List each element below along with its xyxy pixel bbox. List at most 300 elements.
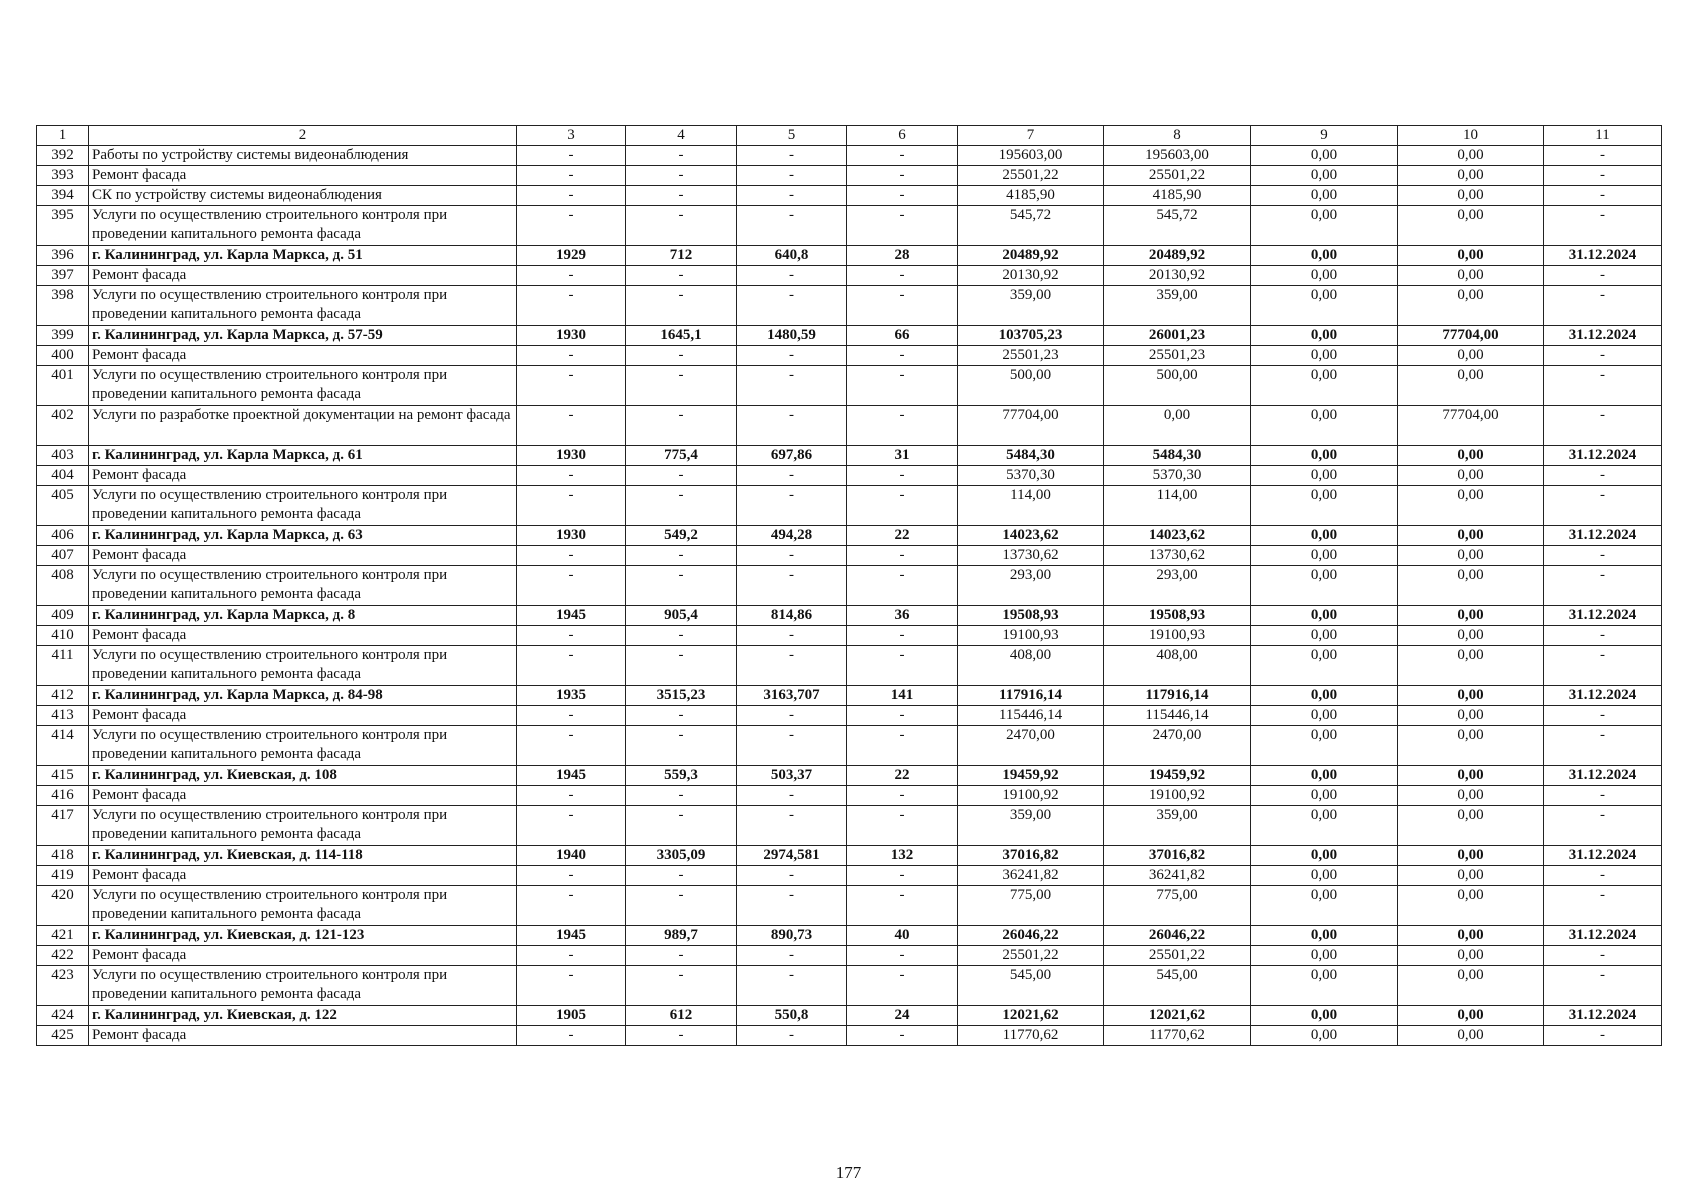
description-cell: Ремонт фасада — [89, 786, 517, 806]
address-row — [37, 686, 1662, 706]
row-number-cell: 410 — [37, 626, 89, 646]
row-number-cell: 415 — [37, 766, 89, 786]
value-cell: 25501,22 — [958, 946, 1104, 966]
value-cell: 12021,62 — [1104, 1006, 1251, 1026]
row-number-cell: 419 — [37, 866, 89, 886]
value-cell: 0,00 — [1251, 646, 1398, 686]
value-cell: 814,86 — [737, 606, 847, 626]
value-cell: - — [626, 206, 737, 246]
value-cell: 0,00 — [1251, 546, 1398, 566]
table-row — [37, 366, 1662, 406]
value-cell: 36 — [847, 606, 958, 626]
value-cell: 545,00 — [958, 966, 1104, 1006]
value-cell: 37016,82 — [958, 846, 1104, 866]
value-cell: 612 — [626, 1006, 737, 1026]
description-cell: Ремонт фасада — [89, 466, 517, 486]
row-number-cell: 417 — [37, 806, 89, 846]
value-cell: 20130,92 — [958, 266, 1104, 286]
value-cell: 13730,62 — [1104, 546, 1251, 566]
value-cell: - — [847, 626, 958, 646]
row-number-cell: 425 — [37, 1026, 89, 1046]
value-cell: 5484,30 — [1104, 446, 1251, 466]
value-cell: 0,00 — [1398, 286, 1544, 326]
value-cell: 26001,23 — [1104, 326, 1251, 346]
value-cell: 0,00 — [1251, 286, 1398, 326]
description-cell: Работы по устройству системы видеонаблюдения — [89, 146, 517, 166]
value-cell: 19100,92 — [958, 786, 1104, 806]
column-header: 5 — [737, 126, 847, 146]
table-row — [37, 566, 1662, 606]
value-cell: 14023,62 — [958, 526, 1104, 546]
column-header: 7 — [958, 126, 1104, 146]
value-cell: 3515,23 — [626, 686, 737, 706]
table-row — [37, 186, 1662, 206]
description-cell: г. Калининград, ул. Карла Маркса, д. 8 — [89, 606, 517, 626]
value-cell: 0,00 — [1398, 766, 1544, 786]
value-cell: 14023,62 — [1104, 526, 1251, 546]
row-number-cell: 424 — [37, 1006, 89, 1026]
description-cell: Услуги по осуществлению строительного контроля при проведении капитального ремонта фасада — [89, 886, 517, 926]
description-cell: Услуги по разработке проектной документации на ремонт фасада — [89, 406, 517, 446]
value-cell: 359,00 — [1104, 806, 1251, 846]
value-cell: - — [847, 786, 958, 806]
value-cell: - — [847, 366, 958, 406]
value-cell: 1935 — [517, 686, 626, 706]
row-number-cell: 411 — [37, 646, 89, 686]
value-cell: 36241,82 — [1104, 866, 1251, 886]
value-cell: 545,72 — [958, 206, 1104, 246]
value-cell: 0,00 — [1398, 566, 1544, 606]
value-cell: - — [1544, 466, 1662, 486]
value-cell: 0,00 — [1398, 786, 1544, 806]
description-cell: Услуги по осуществлению строительного контроля при проведении капитального ремонта фасада — [89, 726, 517, 766]
value-cell: - — [517, 346, 626, 366]
value-cell: - — [517, 1026, 626, 1046]
value-cell: - — [1544, 966, 1662, 1006]
value-cell: 0,00 — [1398, 346, 1544, 366]
description-cell: г. Калининград, ул. Карла Маркса, д. 61 — [89, 446, 517, 466]
value-cell: 0,00 — [1398, 886, 1544, 926]
value-cell: - — [737, 486, 847, 526]
value-cell: 132 — [847, 846, 958, 866]
value-cell: 0,00 — [1251, 686, 1398, 706]
value-cell: - — [517, 786, 626, 806]
row-number-cell: 416 — [37, 786, 89, 806]
value-cell: 31.12.2024 — [1544, 926, 1662, 946]
value-cell: - — [847, 206, 958, 246]
description-cell: Ремонт фасада — [89, 166, 517, 186]
value-cell: - — [1544, 266, 1662, 286]
value-cell: 115446,14 — [958, 706, 1104, 726]
value-cell: 19100,93 — [1104, 626, 1251, 646]
value-cell: - — [626, 946, 737, 966]
value-cell: 905,4 — [626, 606, 737, 626]
value-cell: 989,7 — [626, 926, 737, 946]
value-cell: 0,00 — [1398, 686, 1544, 706]
value-cell: 11770,62 — [958, 1026, 1104, 1046]
value-cell: 66 — [847, 326, 958, 346]
value-cell: - — [1544, 366, 1662, 406]
value-cell: 40 — [847, 926, 958, 946]
value-cell: 0,00 — [1251, 566, 1398, 606]
value-cell: 550,8 — [737, 1006, 847, 1026]
value-cell: 77704,00 — [1398, 406, 1544, 446]
value-cell: - — [847, 146, 958, 166]
value-cell: - — [626, 806, 737, 846]
value-cell: 25501,23 — [1104, 346, 1251, 366]
description-cell: СК по устройству системы видеонаблюдения — [89, 186, 517, 206]
value-cell: 77704,00 — [1398, 326, 1544, 346]
value-cell: 13730,62 — [958, 546, 1104, 566]
value-cell: 0,00 — [1398, 166, 1544, 186]
value-cell: - — [737, 346, 847, 366]
row-number-cell: 422 — [37, 946, 89, 966]
value-cell: 1905 — [517, 1006, 626, 1026]
value-cell: - — [626, 706, 737, 726]
value-cell: - — [847, 946, 958, 966]
address-row — [37, 446, 1662, 466]
value-cell: 0,00 — [1251, 1026, 1398, 1046]
value-cell: - — [737, 886, 847, 926]
value-cell: 775,4 — [626, 446, 737, 466]
description-cell: г. Калининград, ул. Киевская, д. 121-123 — [89, 926, 517, 946]
value-cell: - — [1544, 186, 1662, 206]
value-cell: 0,00 — [1398, 446, 1544, 466]
value-cell: 5484,30 — [958, 446, 1104, 466]
value-cell: - — [737, 1026, 847, 1046]
table-row — [37, 946, 1662, 966]
table-row — [37, 266, 1662, 286]
table-row — [37, 466, 1662, 486]
value-cell: 3163,707 — [737, 686, 847, 706]
table-row — [37, 206, 1662, 246]
value-cell: 359,00 — [1104, 286, 1251, 326]
value-cell: 77704,00 — [958, 406, 1104, 446]
value-cell: - — [847, 566, 958, 606]
value-cell: - — [737, 166, 847, 186]
value-cell: 28 — [847, 246, 958, 266]
value-cell: - — [626, 726, 737, 766]
row-number-cell: 418 — [37, 846, 89, 866]
value-cell: 117916,14 — [958, 686, 1104, 706]
value-cell: - — [737, 966, 847, 1006]
value-cell: - — [1544, 166, 1662, 186]
value-cell: 31 — [847, 446, 958, 466]
value-cell: 26046,22 — [1104, 926, 1251, 946]
value-cell: 712 — [626, 246, 737, 266]
description-cell: г. Калининград, ул. Карла Маркса, д. 57-59 — [89, 326, 517, 346]
value-cell: 1930 — [517, 446, 626, 466]
description-cell: Услуги по осуществлению строительного контроля при проведении капитального ремонта фасада — [89, 206, 517, 246]
value-cell: 640,8 — [737, 246, 847, 266]
table-row — [37, 146, 1662, 166]
value-cell: 26046,22 — [958, 926, 1104, 946]
value-cell: - — [1544, 1026, 1662, 1046]
value-cell: 103705,23 — [958, 326, 1104, 346]
value-cell: - — [517, 186, 626, 206]
value-cell: - — [517, 366, 626, 406]
value-cell: - — [626, 466, 737, 486]
value-cell: - — [847, 646, 958, 686]
value-cell: 0,00 — [1398, 206, 1544, 246]
value-cell: 0,00 — [1251, 326, 1398, 346]
value-cell: 503,37 — [737, 766, 847, 786]
value-cell: - — [1544, 566, 1662, 606]
value-cell: - — [737, 366, 847, 406]
value-cell: - — [737, 186, 847, 206]
value-cell: 1930 — [517, 326, 626, 346]
value-cell: - — [1544, 286, 1662, 326]
value-cell: 0,00 — [1398, 626, 1544, 646]
value-cell: - — [517, 626, 626, 646]
row-number-cell: 409 — [37, 606, 89, 626]
description-cell: Услуги по осуществлению строительного контроля при проведении капитального ремонта фасада — [89, 566, 517, 606]
value-cell: 2470,00 — [1104, 726, 1251, 766]
value-cell: - — [626, 546, 737, 566]
value-cell: - — [847, 866, 958, 886]
value-cell: 549,2 — [626, 526, 737, 546]
value-cell: 0,00 — [1398, 726, 1544, 766]
table-header-row — [37, 126, 1662, 146]
description-cell: Ремонт фасада — [89, 266, 517, 286]
value-cell: 25501,23 — [958, 346, 1104, 366]
value-cell: - — [1544, 646, 1662, 686]
value-cell: - — [1544, 946, 1662, 966]
value-cell: 0,00 — [1398, 486, 1544, 526]
value-cell: 0,00 — [1251, 346, 1398, 366]
value-cell: 1480,59 — [737, 326, 847, 346]
value-cell: 545,72 — [1104, 206, 1251, 246]
table-body — [37, 126, 1662, 1046]
value-cell: - — [517, 706, 626, 726]
value-cell: - — [626, 626, 737, 646]
value-cell: - — [847, 186, 958, 206]
value-cell: 141 — [847, 686, 958, 706]
value-cell: 31.12.2024 — [1544, 606, 1662, 626]
value-cell: 775,00 — [958, 886, 1104, 926]
value-cell: 117916,14 — [1104, 686, 1251, 706]
value-cell: - — [737, 466, 847, 486]
table-row — [37, 286, 1662, 326]
description-cell: Услуги по осуществлению строительного контроля при проведении капитального ремонта фасада — [89, 806, 517, 846]
value-cell: - — [737, 866, 847, 886]
column-header: 10 — [1398, 126, 1544, 146]
value-cell: 31.12.2024 — [1544, 526, 1662, 546]
row-number-cell: 398 — [37, 286, 89, 326]
value-cell: - — [737, 706, 847, 726]
description-cell: г. Калининград, ул. Карла Маркса, д. 63 — [89, 526, 517, 546]
value-cell: 1645,1 — [626, 326, 737, 346]
value-cell: 1930 — [517, 526, 626, 546]
value-cell: - — [626, 886, 737, 926]
description-cell: Ремонт фасада — [89, 346, 517, 366]
description-cell: Ремонт фасада — [89, 1026, 517, 1046]
value-cell: 19100,92 — [1104, 786, 1251, 806]
value-cell: 0,00 — [1251, 926, 1398, 946]
value-cell: 1945 — [517, 926, 626, 946]
address-row — [37, 326, 1662, 346]
value-cell: 4185,90 — [1104, 186, 1251, 206]
value-cell: - — [626, 366, 737, 406]
data-table — [36, 125, 1662, 1046]
value-cell: 2470,00 — [958, 726, 1104, 766]
value-cell: 0,00 — [1251, 846, 1398, 866]
description-cell: Ремонт фасада — [89, 866, 517, 886]
value-cell: 0,00 — [1251, 266, 1398, 286]
column-header: 4 — [626, 126, 737, 146]
value-cell: - — [1544, 786, 1662, 806]
value-cell: 19459,92 — [958, 766, 1104, 786]
value-cell: 20489,92 — [958, 246, 1104, 266]
address-row — [37, 926, 1662, 946]
value-cell: 195603,00 — [1104, 146, 1251, 166]
row-number-cell: 403 — [37, 446, 89, 466]
value-cell: - — [847, 706, 958, 726]
value-cell: 20130,92 — [1104, 266, 1251, 286]
address-row — [37, 246, 1662, 266]
table-row — [37, 786, 1662, 806]
value-cell: 0,00 — [1251, 406, 1398, 446]
value-cell: 22 — [847, 526, 958, 546]
value-cell: 11770,62 — [1104, 1026, 1251, 1046]
value-cell: 0,00 — [1251, 706, 1398, 726]
value-cell: 195603,00 — [958, 146, 1104, 166]
value-cell: 0,00 — [1398, 1026, 1544, 1046]
value-cell: 0,00 — [1398, 806, 1544, 846]
value-cell: 0,00 — [1251, 1006, 1398, 1026]
value-cell: 0,00 — [1251, 146, 1398, 166]
column-header: 11 — [1544, 126, 1662, 146]
value-cell: - — [626, 166, 737, 186]
row-number-cell: 407 — [37, 546, 89, 566]
value-cell: 25501,22 — [1104, 166, 1251, 186]
row-number-cell: 402 — [37, 406, 89, 446]
value-cell: - — [737, 806, 847, 846]
value-cell: 19508,93 — [1104, 606, 1251, 626]
value-cell: - — [1544, 806, 1662, 846]
value-cell: 0,00 — [1251, 186, 1398, 206]
table-row — [37, 706, 1662, 726]
value-cell: 31.12.2024 — [1544, 766, 1662, 786]
row-number-cell: 420 — [37, 886, 89, 926]
value-cell: 31.12.2024 — [1544, 846, 1662, 866]
value-cell: 0,00 — [1251, 446, 1398, 466]
description-cell: г. Калининград, ул. Киевская, д. 122 — [89, 1006, 517, 1026]
value-cell: 697,86 — [737, 446, 847, 466]
value-cell: 2974,581 — [737, 846, 847, 866]
description-cell: Услуги по осуществлению строительного контроля при проведении капитального ремонта фасада — [89, 286, 517, 326]
value-cell: 0,00 — [1251, 766, 1398, 786]
address-row — [37, 846, 1662, 866]
value-cell: 408,00 — [958, 646, 1104, 686]
value-cell: 114,00 — [958, 486, 1104, 526]
description-cell: Услуги по осуществлению строительного контроля при проведении капитального ремонта фасада — [89, 366, 517, 406]
table-row — [37, 406, 1662, 446]
value-cell: 37016,82 — [1104, 846, 1251, 866]
value-cell: - — [517, 566, 626, 606]
column-header: 3 — [517, 126, 626, 146]
value-cell: - — [847, 806, 958, 846]
value-cell: 0,00 — [1251, 166, 1398, 186]
value-cell: 0,00 — [1251, 866, 1398, 886]
value-cell: 408,00 — [1104, 646, 1251, 686]
value-cell: 0,00 — [1398, 706, 1544, 726]
value-cell: - — [847, 546, 958, 566]
table-row — [37, 546, 1662, 566]
value-cell: 0,00 — [1398, 466, 1544, 486]
value-cell: - — [1544, 206, 1662, 246]
description-cell: Ремонт фасада — [89, 946, 517, 966]
row-number-cell: 421 — [37, 926, 89, 946]
value-cell: 0,00 — [1398, 146, 1544, 166]
value-cell: 0,00 — [1104, 406, 1251, 446]
value-cell: 0,00 — [1251, 966, 1398, 1006]
value-cell: 0,00 — [1251, 466, 1398, 486]
value-cell: 775,00 — [1104, 886, 1251, 926]
value-cell: 31.12.2024 — [1544, 1006, 1662, 1026]
value-cell: - — [517, 546, 626, 566]
value-cell: - — [517, 466, 626, 486]
value-cell: - — [1544, 726, 1662, 766]
value-cell: - — [847, 406, 958, 446]
row-number-cell: 404 — [37, 466, 89, 486]
value-cell: - — [1544, 886, 1662, 926]
value-cell: - — [1544, 486, 1662, 526]
value-cell: - — [737, 726, 847, 766]
row-number-cell: 413 — [37, 706, 89, 726]
value-cell: 31.12.2024 — [1544, 326, 1662, 346]
value-cell: 25501,22 — [1104, 946, 1251, 966]
row-number-cell: 414 — [37, 726, 89, 766]
value-cell: 0,00 — [1398, 546, 1544, 566]
value-cell: - — [847, 966, 958, 1006]
value-cell: - — [517, 946, 626, 966]
value-cell: - — [517, 146, 626, 166]
value-cell: 0,00 — [1251, 806, 1398, 846]
value-cell: - — [626, 786, 737, 806]
description-cell: Ремонт фасада — [89, 546, 517, 566]
value-cell: - — [626, 286, 737, 326]
value-cell: - — [847, 466, 958, 486]
value-cell: 293,00 — [1104, 566, 1251, 606]
value-cell: 1929 — [517, 246, 626, 266]
description-cell: Услуги по осуществлению строительного контроля при проведении капитального ремонта фасада — [89, 966, 517, 1006]
table-row — [37, 646, 1662, 686]
description-cell: г. Калининград, ул. Киевская, д. 114-118 — [89, 846, 517, 866]
value-cell: 500,00 — [1104, 366, 1251, 406]
value-cell: - — [626, 646, 737, 686]
description-cell: г. Калининград, ул. Карла Маркса, д. 84-98 — [89, 686, 517, 706]
value-cell: 25501,22 — [958, 166, 1104, 186]
row-number-cell: 397 — [37, 266, 89, 286]
value-cell: - — [1544, 626, 1662, 646]
table-row — [37, 726, 1662, 766]
table-row — [37, 966, 1662, 1006]
value-cell: - — [626, 566, 737, 606]
value-cell: - — [517, 266, 626, 286]
value-cell: 1945 — [517, 606, 626, 626]
value-cell: - — [1544, 346, 1662, 366]
value-cell: 12021,62 — [958, 1006, 1104, 1026]
value-cell: - — [847, 286, 958, 326]
value-cell: 0,00 — [1398, 366, 1544, 406]
value-cell: - — [737, 566, 847, 606]
value-cell: 0,00 — [1251, 946, 1398, 966]
value-cell: 0,00 — [1251, 366, 1398, 406]
address-row — [37, 1006, 1662, 1026]
value-cell: - — [1544, 406, 1662, 446]
description-cell: г. Калининград, ул. Киевская, д. 108 — [89, 766, 517, 786]
